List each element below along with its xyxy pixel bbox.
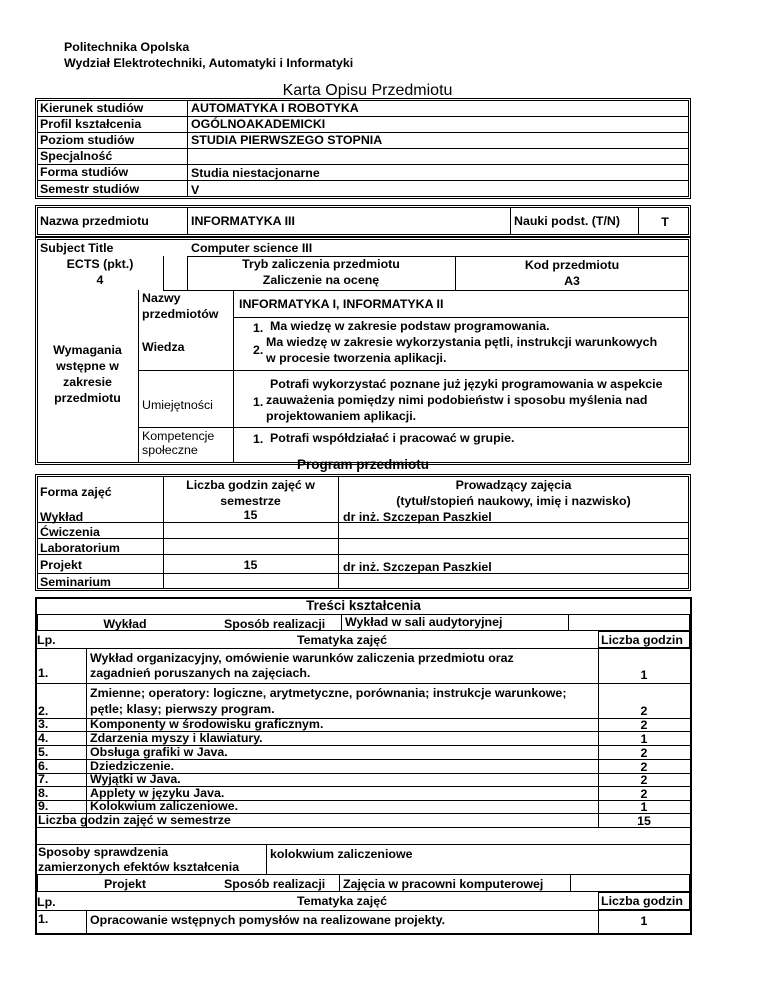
basic-sciences-value: T [661, 215, 669, 229]
lecture-topic-hours: 1 [640, 800, 648, 814]
project-col-hours: Liczba godzin [601, 894, 683, 908]
study-label-specialty: Specjalność [40, 149, 113, 163]
study-field-value: AUTOMATYKA I ROBOTYKA [191, 101, 359, 115]
prereq-label-line1: Wymagania [53, 343, 122, 357]
project-col-lp: Lp. [37, 895, 56, 909]
subject-title-label: Subject Title [40, 241, 114, 255]
program-row-form: Laboratorium [40, 541, 120, 555]
program-row-form: Ćwiczenia [40, 525, 100, 539]
lecture-col-hours: Liczba godzin [601, 633, 683, 647]
program-col-hours-line1: Liczba godzin zajęć w [186, 478, 315, 492]
subject-name: INFORMATYKA III [191, 214, 295, 228]
project-method-label: Sposób realizacji [224, 877, 326, 891]
lecture-topic-text: Zdarzenia myszy i klawiatury. [90, 731, 263, 745]
lecture-topic-lp: 9. [38, 799, 49, 813]
lecture-topic-hours: 2 [640, 760, 648, 774]
lecture-topic-text: Kolokwium zaliczeniowe. [90, 799, 239, 813]
prereq-names: INFORMATYKA I, INFORMATYKA II [239, 297, 444, 311]
program-title: Program przedmiotu [296, 457, 429, 472]
lecture-topic-text: Zmienne; operatory: logiczne, arytmetyczne, porównania; instrukcje warunkowe; [90, 686, 567, 700]
program-col-form: Forma zajęć [40, 485, 112, 499]
assessment-mode-label: Tryb zaliczenia przedmiotu [242, 257, 400, 271]
study-label-semester: Semestr studiów [40, 182, 140, 196]
lecture-topic-hours: 2 [640, 718, 648, 732]
project-col-topic: Tematyka zajęć [296, 894, 387, 908]
program-row-form: Seminarium [40, 575, 111, 589]
knowledge-item-text: Ma wiedzę w zakresie wykorzystania pętli, instrukcji warunkowych [266, 335, 658, 349]
ects-label: ECTS (pkt.) [66, 257, 134, 271]
lecture-topic-hours: 2 [640, 787, 648, 801]
lecture-topic-text: Komponenty w środowisku graficznym. [90, 717, 324, 731]
skills-item-num: 1. [253, 395, 264, 409]
lecture-topic-text: zagadnień poruszanych na zajęciach. [90, 666, 311, 680]
lecture-topic-hours: 2 [640, 746, 648, 760]
program-row-form: Wykład [40, 510, 84, 524]
study-level-value: STUDIA PIERWSZEGO STOPNIA [191, 133, 383, 147]
program-row-form: Projekt [40, 558, 83, 572]
knowledge-item-num: 1. [253, 321, 264, 335]
knowledge-item-num: 2. [253, 343, 264, 357]
lecture-topic-lp: 4. [38, 731, 49, 745]
skills-item-text: zauważenia pomiędzy nimi podobieństw i sposobu myślenia nad [266, 393, 648, 407]
program-row-teacher: dr inż. Szczepan Paszkiel [343, 510, 492, 524]
project-topic-lp: 1. [38, 912, 49, 926]
project-method: Zajęcia w pracowni komputerowej [343, 877, 544, 891]
verification-method: kolokwium zaliczeniowe [270, 847, 413, 861]
lecture-topic-lp: 3. [38, 717, 49, 731]
social-label-line2: społeczne [142, 443, 198, 457]
lecture-topic-hours: 1 [640, 732, 648, 746]
verification-label-line2: zamierzonych efektów kształcenia [38, 860, 240, 874]
lecture-topic-text: Dziedziczenie. [90, 759, 175, 773]
lecture-topic-lp: 7. [38, 772, 49, 786]
lecture-topic-text: Wykład organizacyjny, omówienie warunków zaliczenia przedmiotu oraz [90, 651, 514, 665]
lecture-topic-text: Applety w języku Java. [90, 786, 225, 800]
skills-item-text: projektowaniem aplikacji. [266, 409, 417, 423]
lecture-topic-hours: 2 [640, 773, 648, 787]
knowledge-label: Wiedza [142, 340, 185, 354]
lecture-total-label: Liczba godzin zajęć w semestrze [38, 813, 231, 827]
lecture-col-topic: Tematyka zajęć [296, 633, 387, 647]
basic-sciences-label: Nauki podst. (T/N) [514, 214, 621, 228]
lecture-method-label: Sposób realizacji [224, 617, 326, 631]
lecture-method: Wykład w sali audytoryjnej [345, 615, 503, 629]
lecture-topic-text: pętle; klasy; pierwszy program. [90, 702, 275, 716]
lecture-col-lp: Lp. [37, 633, 56, 647]
skills-item-text: Potrafi wykorzystać poznane już języki programowania w aspekcie [270, 377, 663, 391]
prereq-label-line2: wstępne w [56, 359, 119, 373]
lecture-topic-text: Obsługa grafiki w Java. [90, 745, 228, 759]
course-code-label: Kod przedmiotu [524, 258, 620, 272]
faculty-name: Wydział Elektrotechniki, Automatyki i Informatyki [64, 56, 354, 70]
knowledge-item-text: w procesie tworzenia aplikacji. [266, 351, 447, 365]
lecture-topic-lp: 8. [38, 786, 49, 800]
program-col-teacher-line1: Prowadzący zajęcia [455, 478, 572, 492]
skills-label: Umiejętności [142, 398, 213, 412]
document-title: Karta Opisu Przedmiotu [282, 82, 453, 99]
prereq-label-line4: przedmiotu [54, 391, 121, 405]
study-form-value: Studia niestacjonarne [191, 166, 320, 180]
verification-label-line1: Sposoby sprawdzenia [38, 845, 169, 859]
ects-value: 4 [96, 273, 104, 287]
program-col-teacher-line2: (tytuł/stopień naukowy, imię i nazwisko) [396, 494, 631, 508]
program-row-hours: 15 [243, 558, 258, 572]
social-label-line1: Kompetencje [142, 429, 215, 443]
study-profile-value: OGÓLNOAKADEMICKI [191, 117, 326, 131]
lecture-topic-lp: 1. [38, 666, 49, 680]
project-topic-hours: 1 [640, 914, 648, 928]
social-item-num: 1. [253, 432, 264, 446]
study-label-level: Poziom studiów [40, 133, 135, 147]
prereq-label-line3: zakresie [63, 375, 112, 389]
study-semester-value: V [191, 183, 200, 197]
study-label-profile: Profil kształcenia [40, 117, 142, 131]
subject-name-label: Nazwa przedmiotu [40, 214, 149, 228]
program-row-hours: 15 [243, 508, 258, 522]
study-label-form: Forma studiów [40, 165, 129, 179]
program-col-hours-line2: semestrze [220, 494, 281, 508]
lecture-total-hours: 15 [637, 814, 651, 828]
course-code: A3 [564, 274, 580, 288]
lecture-topic-lp: 5. [38, 745, 49, 759]
prereq-names-label-line2: przedmiotów [142, 307, 219, 321]
subject-title: Computer science III [191, 241, 313, 255]
lecture-topic-lp: 6. [38, 759, 49, 773]
social-item-text: Potrafi współdziałać i pracować w grupie. [270, 431, 515, 445]
content-title: Treści kształcenia [306, 598, 421, 613]
prereq-names-label-line1: Nazwy [142, 291, 181, 305]
lecture-topic-lp: 2. [38, 704, 49, 718]
assessment-mode: Zaliczenie na ocenę [262, 273, 380, 287]
university-name: Politechnika Opolska [64, 40, 190, 54]
project-topic-text: Opracowanie wstępnych pomysłów na realizowane projekty. [90, 913, 446, 927]
study-label-field: Kierunek studiów [40, 101, 144, 115]
lecture-topic-hours: 1 [640, 668, 648, 682]
lecture-form: Wykład [103, 617, 147, 631]
lecture-topic-hours: 2 [640, 704, 648, 718]
knowledge-item-text: Ma wiedzę w zakresie podstaw programowania. [270, 319, 550, 333]
project-form: Projekt [103, 877, 146, 891]
lecture-topic-text: Wyjątki w Java. [90, 772, 181, 786]
program-row-teacher: dr inż. Szczepan Paszkiel [343, 560, 492, 574]
